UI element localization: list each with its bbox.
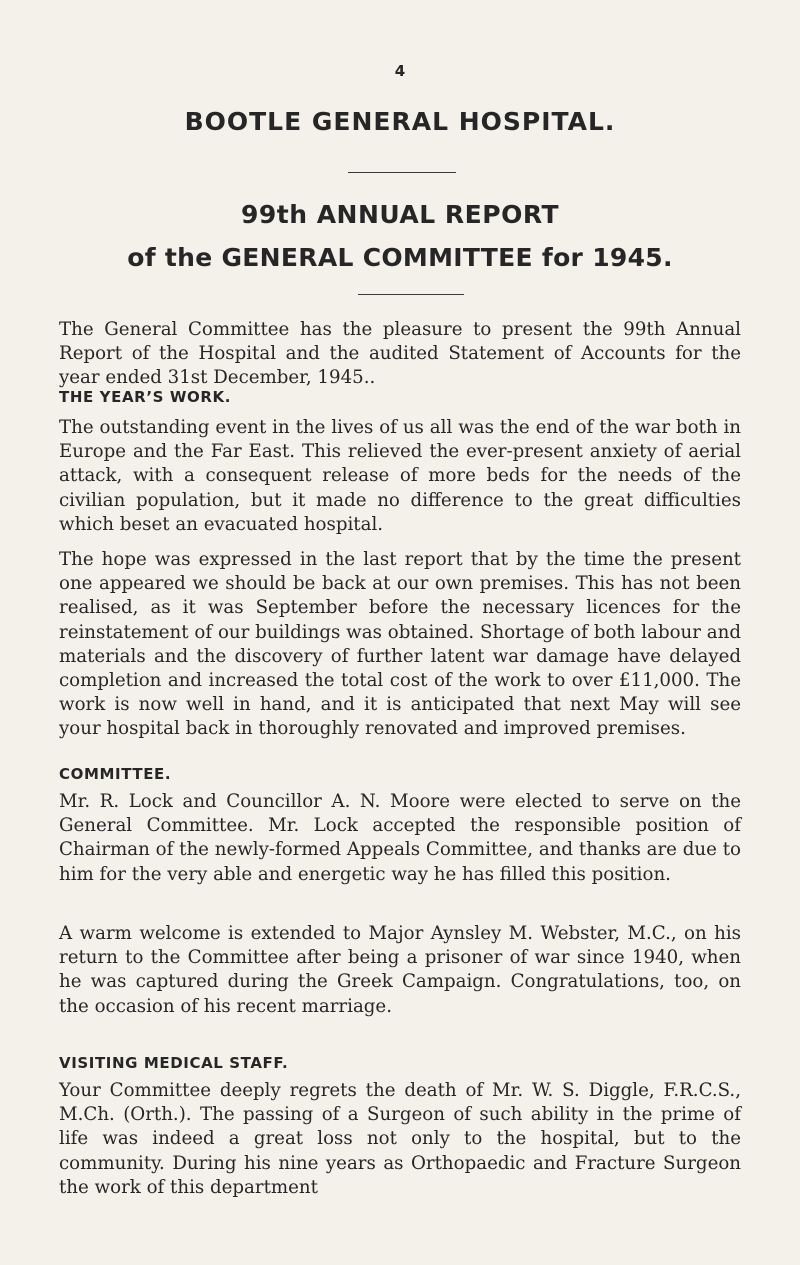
- paragraph: The outstanding event in the lives of us all was the end of the war both in Europe and the Far East. This relieved the ever-present anxiety of aerial attack, with a consequent release of more beds for the needs of the civilian population, but it made no difference to the great difficulties which beset an evacuated hospital.: [59, 417, 741, 535]
- report-subtitle: of the GENERAL COMMITTEE for 1945.: [127, 243, 673, 272]
- intro-paragraph: The General Committee has the pleasure to present the 99th Annual Report of the Hospital and the audited Statement of Accounts for the year ended 31st December, 1945..: [59, 319, 741, 389]
- report-title: 99th ANNUAL REPORT: [240, 200, 560, 229]
- paragraph: Mr. R. Lock and Councillor A. N. Moore were elected to serve on the General Committee. Mr. Lock accepted the responsible position of Chairman of the newly-formed Appeals Committee, and thanks are due to him for the very able and energetic way he has filled this position.: [59, 791, 741, 885]
- paragraph: Your Committee deeply regrets the death of Mr. W. S. Diggle, F.R.C.S., M.Ch. (Orth.). The passing of a Surgeon of such ability in the prime of life was indeed a great loss not only to the hospital, but to the community. During his nine years as Orthopaedic and Fracture Surgeon the work of this department: [59, 1080, 741, 1198]
- divider-rule: [348, 172, 456, 173]
- paragraph: The hope was expressed in the last report that by the time the present one appeared we should be back at our own premises. This has not been realised, as it was September before the necessary licences for the reinstatement of our buildings was obtained. Shortage of both labour and materials and the discovery of further latent war damage have delayed completion and increased the total cost of the work to over £11,000. The work is now well in hand, and it is anticipated that next May will see your hospital back in thoroughly renovated and improved premises.: [59, 549, 741, 740]
- hospital-title: BOOTLE GENERAL HOSPITAL.: [184, 107, 616, 136]
- page-number: 4: [394, 62, 406, 80]
- section-heading-committee: COMMITTEE.: [59, 765, 172, 783]
- section-heading-visiting-medical-staff: VISITING MEDICAL STAFF.: [59, 1054, 289, 1072]
- section-heading-years-work: THE YEAR’S WORK.: [59, 388, 232, 406]
- paragraph: A warm welcome is extended to Major Aynsley M. Webster, M.C., on his return to the Committee after being a prisoner of war since 1940, when he was captured during the Greek Campaign. Congratulations, too, on the occasion of his recent marriage.: [59, 923, 741, 1017]
- divider-rule: [358, 294, 464, 295]
